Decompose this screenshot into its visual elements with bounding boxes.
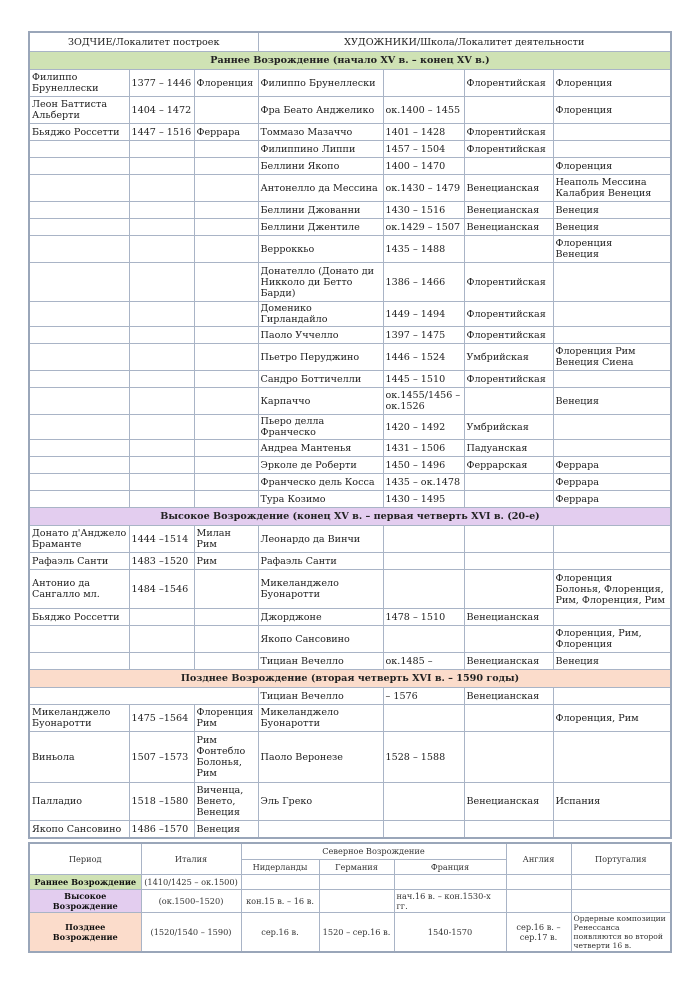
architect-location bbox=[194, 457, 258, 474]
architect-years bbox=[129, 371, 194, 388]
architect-name: Филиппо Брунеллески bbox=[29, 70, 129, 97]
artist-years bbox=[383, 70, 464, 97]
artist-years bbox=[383, 783, 464, 821]
artist-years: ок.1429 – 1507 bbox=[383, 219, 464, 236]
artist-location: Флоренция, Рим, Флоренция bbox=[553, 626, 671, 653]
architect-years bbox=[129, 388, 194, 415]
architect-location: Милан Рим bbox=[194, 526, 258, 553]
section-title: Позднее Возрождение (вторая четверть XVI в. – 1590 годы) bbox=[29, 670, 671, 688]
artist-years: ок.1400 – 1455 bbox=[383, 97, 464, 124]
architect-name bbox=[29, 263, 129, 302]
artist-years: 1449 – 1494 bbox=[383, 302, 464, 327]
table-row bbox=[29, 302, 671, 327]
artist-school bbox=[464, 388, 553, 415]
england-cell bbox=[506, 889, 571, 912]
artist-name: Пьеро делла Франческо bbox=[258, 415, 383, 440]
artist-name: Эрколе де Роберти bbox=[258, 457, 383, 474]
architect-years bbox=[129, 491, 194, 508]
artist-location: Флоренция bbox=[553, 158, 671, 175]
portugal-cell bbox=[571, 874, 671, 889]
architect-years bbox=[129, 327, 194, 344]
architect-years bbox=[129, 653, 194, 670]
germany-header: Германия bbox=[319, 859, 394, 874]
architect-location: Флоренция bbox=[194, 70, 258, 97]
architect-location bbox=[194, 219, 258, 236]
artist-location bbox=[553, 124, 671, 141]
architect-location bbox=[194, 609, 258, 626]
renaissance-masters-table bbox=[28, 31, 672, 839]
artist-name: Леонардо да Винчи bbox=[258, 526, 383, 553]
architect-years bbox=[129, 219, 194, 236]
artist-school: Венецианская bbox=[464, 219, 553, 236]
artist-school: Венецианская bbox=[464, 175, 553, 202]
merged-empty-cell bbox=[29, 688, 258, 705]
architect-years bbox=[129, 263, 194, 302]
artist-name bbox=[258, 821, 383, 839]
artist-location bbox=[553, 440, 671, 457]
architect-name bbox=[29, 219, 129, 236]
artist-name: Антонелло да Мессина bbox=[258, 175, 383, 202]
artist-name: Тициан Вечелло bbox=[258, 688, 383, 705]
architect-location bbox=[194, 440, 258, 457]
section-band-late bbox=[29, 670, 671, 688]
architect-years bbox=[129, 302, 194, 327]
artists-column-header: ХУДОЖНИКИ/Школа/Локалитет деятельности bbox=[258, 32, 671, 52]
artist-name: Сандро Боттичелли bbox=[258, 371, 383, 388]
architect-name bbox=[29, 175, 129, 202]
table-row bbox=[29, 705, 671, 732]
artist-years: 1430 – 1495 bbox=[383, 491, 464, 508]
table-row bbox=[29, 626, 671, 653]
artist-location: Флоренция bbox=[553, 97, 671, 124]
artist-school bbox=[464, 821, 553, 839]
artist-location: Неаполь Мессина Калабрия Венеция bbox=[553, 175, 671, 202]
architect-name bbox=[29, 388, 129, 415]
architect-location: Венеция bbox=[194, 821, 258, 839]
artist-school bbox=[464, 705, 553, 732]
artist-location: Флоренция Венеция bbox=[553, 236, 671, 263]
artist-school: Флорентийская bbox=[464, 371, 553, 388]
architect-years: 1483 –1520 bbox=[129, 553, 194, 570]
france-cell: 1540-1570 bbox=[394, 912, 506, 952]
artist-years: 1450 – 1496 bbox=[383, 457, 464, 474]
period-header: Период bbox=[29, 843, 141, 874]
architect-name bbox=[29, 202, 129, 219]
artist-school bbox=[464, 158, 553, 175]
table-row bbox=[29, 491, 671, 508]
artist-location: Флоренция Рим Венеция Сиена bbox=[553, 344, 671, 371]
table-row bbox=[29, 263, 671, 302]
architect-location: Рим Фонтебло Болонья, Рим bbox=[194, 732, 258, 783]
artist-location bbox=[553, 327, 671, 344]
architect-location bbox=[194, 474, 258, 491]
table-row bbox=[29, 202, 671, 219]
architect-name bbox=[29, 344, 129, 371]
artist-location: Флоренция bbox=[553, 70, 671, 97]
table-row bbox=[29, 457, 671, 474]
table-row bbox=[29, 732, 671, 783]
artist-name: Эль Греко bbox=[258, 783, 383, 821]
architect-years: 1486 –1570 bbox=[129, 821, 194, 839]
portugal-header: Португалия bbox=[571, 843, 671, 874]
summary-row-early bbox=[29, 874, 671, 889]
artist-location: Феррара bbox=[553, 491, 671, 508]
artist-school bbox=[464, 526, 553, 553]
architect-name bbox=[29, 327, 129, 344]
architect-location: Флоренция Рим bbox=[194, 705, 258, 732]
artist-years bbox=[383, 626, 464, 653]
artist-school bbox=[464, 570, 553, 609]
artist-school: Флорентийская bbox=[464, 327, 553, 344]
architect-years: 1447 – 1516 bbox=[129, 124, 194, 141]
architect-name bbox=[29, 626, 129, 653]
portugal-cell: Ордерные композиции Ренессанса появляются во второй четверти 16 в. bbox=[571, 912, 671, 952]
artist-name: Франческо дель Косса bbox=[258, 474, 383, 491]
table-header-row bbox=[29, 32, 671, 52]
architect-location bbox=[194, 97, 258, 124]
artist-years: ок.1430 – 1479 bbox=[383, 175, 464, 202]
artist-location: Флоренция Болонья, Флоренция, Рим, Флоренция, Рим bbox=[553, 570, 671, 609]
section-band-high bbox=[29, 508, 671, 526]
artist-name: Фра Беато Анджелико bbox=[258, 97, 383, 124]
artist-school: Флорентийская bbox=[464, 141, 553, 158]
artist-name: Паоло Уччелло bbox=[258, 327, 383, 344]
section-band-early bbox=[29, 52, 671, 70]
artist-name: Андреа Мантенья bbox=[258, 440, 383, 457]
architect-location: Феррара bbox=[194, 124, 258, 141]
architect-years: 1518 –1580 bbox=[129, 783, 194, 821]
architect-name: Бьяджо Россетти bbox=[29, 609, 129, 626]
architect-years bbox=[129, 440, 194, 457]
table-row bbox=[29, 219, 671, 236]
architect-name: Бьяджо Россетти bbox=[29, 124, 129, 141]
artist-years: 1435 – ок.1478 bbox=[383, 474, 464, 491]
artist-school bbox=[464, 474, 553, 491]
artist-name: Микеланджело Буонаротти bbox=[258, 705, 383, 732]
artist-school: Флорентийская bbox=[464, 124, 553, 141]
artist-years: 1431 – 1506 bbox=[383, 440, 464, 457]
england-header: Англия bbox=[506, 843, 571, 874]
artist-school bbox=[464, 553, 553, 570]
architect-name bbox=[29, 158, 129, 175]
artist-name: Паоло Веронезе bbox=[258, 732, 383, 783]
artist-school: Падуанская bbox=[464, 440, 553, 457]
artist-location bbox=[553, 688, 671, 705]
table-row bbox=[29, 371, 671, 388]
architect-location bbox=[194, 653, 258, 670]
italy-header: Италия bbox=[141, 843, 241, 874]
artist-years: 1430 – 1516 bbox=[383, 202, 464, 219]
architect-location bbox=[194, 263, 258, 302]
artist-location bbox=[553, 371, 671, 388]
table-row bbox=[29, 821, 671, 839]
architect-name bbox=[29, 474, 129, 491]
artist-name: Томмазо Мазаччо bbox=[258, 124, 383, 141]
table-row bbox=[29, 141, 671, 158]
artist-school: Венецианская bbox=[464, 653, 553, 670]
italy-cell: (ок.1500–1520) bbox=[141, 889, 241, 912]
periodization-summary-table bbox=[28, 842, 672, 953]
architect-years bbox=[129, 474, 194, 491]
netherlands-cell: кон.15 в. – 16 в. bbox=[241, 889, 319, 912]
section-title: Раннее Возрождение (начало XV в. – конец XV в.) bbox=[29, 52, 671, 70]
architect-years: 1507 –1573 bbox=[129, 732, 194, 783]
germany-cell bbox=[319, 874, 394, 889]
artist-name: Филиппо Брунеллески bbox=[258, 70, 383, 97]
artist-name: Пьетро Перуджино bbox=[258, 344, 383, 371]
architect-location bbox=[194, 415, 258, 440]
architect-name: Якопо Сансовино bbox=[29, 821, 129, 839]
table-row bbox=[29, 570, 671, 609]
artist-location: Венеция bbox=[553, 202, 671, 219]
artist-name: Рафаэль Санти bbox=[258, 553, 383, 570]
architect-location bbox=[194, 236, 258, 263]
architect-years bbox=[129, 415, 194, 440]
architects-column-header: ЗОДЧИЕ/Локалитет построек bbox=[29, 32, 258, 52]
architect-name bbox=[29, 302, 129, 327]
period-label: Позднее Возрождение bbox=[29, 912, 141, 952]
architect-location bbox=[194, 344, 258, 371]
artist-years: 1386 – 1466 bbox=[383, 263, 464, 302]
table-row bbox=[29, 124, 671, 141]
architect-years: 1475 –1564 bbox=[129, 705, 194, 732]
england-cell: сер.16 в. – сер.17 в. bbox=[506, 912, 571, 952]
artist-name: Тициан Вечелло bbox=[258, 653, 383, 670]
architect-name: Микеланджело Буонаротти bbox=[29, 705, 129, 732]
artist-school bbox=[464, 236, 553, 263]
artist-location bbox=[553, 415, 671, 440]
architect-location bbox=[194, 175, 258, 202]
table-row bbox=[29, 440, 671, 457]
summary-row-late bbox=[29, 912, 671, 952]
portugal-cell bbox=[571, 889, 671, 912]
artist-location: Флоренция, Рим bbox=[553, 705, 671, 732]
architect-years bbox=[129, 626, 194, 653]
summary-header-row bbox=[29, 843, 671, 859]
artist-years: 1445 – 1510 bbox=[383, 371, 464, 388]
architect-years: 1377 – 1446 bbox=[129, 70, 194, 97]
artist-location: Испания bbox=[553, 783, 671, 821]
artist-years: 1401 – 1428 bbox=[383, 124, 464, 141]
north-renaissance-header: Северное Возрождение bbox=[241, 843, 506, 859]
artist-location bbox=[553, 553, 671, 570]
table-row bbox=[29, 344, 671, 371]
artist-school bbox=[464, 732, 553, 783]
architect-years bbox=[129, 158, 194, 175]
architect-name: Виньола bbox=[29, 732, 129, 783]
artist-school: Венецианская bbox=[464, 783, 553, 821]
artist-location: Венеция bbox=[553, 388, 671, 415]
artist-school: Венецианская bbox=[464, 609, 553, 626]
architect-years: 1404 – 1472 bbox=[129, 97, 194, 124]
artist-school bbox=[464, 97, 553, 124]
architect-location bbox=[194, 158, 258, 175]
architect-years bbox=[129, 202, 194, 219]
artist-years: 1457 – 1504 bbox=[383, 141, 464, 158]
artist-location bbox=[553, 526, 671, 553]
architect-name bbox=[29, 415, 129, 440]
artist-name: Беллини Джентиле bbox=[258, 219, 383, 236]
architect-name: Рафаэль Санти bbox=[29, 553, 129, 570]
architect-name bbox=[29, 440, 129, 457]
architect-years bbox=[129, 457, 194, 474]
table-row bbox=[29, 175, 671, 202]
artist-years: 1420 – 1492 bbox=[383, 415, 464, 440]
table-row bbox=[29, 97, 671, 124]
artist-name: Тура Козимо bbox=[258, 491, 383, 508]
artist-school bbox=[464, 626, 553, 653]
table-row bbox=[29, 388, 671, 415]
architect-location bbox=[194, 202, 258, 219]
artist-name: Беллини Якопо bbox=[258, 158, 383, 175]
france-header: Франция bbox=[394, 859, 506, 874]
architect-name: Леон Баттиста Альберти bbox=[29, 97, 129, 124]
germany-cell: 1520 – сер.16 в. bbox=[319, 912, 394, 952]
table-row bbox=[29, 783, 671, 821]
architect-years: 1444 –1514 bbox=[129, 526, 194, 553]
artist-years bbox=[383, 570, 464, 609]
artist-school: Венецианская bbox=[464, 688, 553, 705]
table-row bbox=[29, 609, 671, 626]
artist-location bbox=[553, 263, 671, 302]
artist-school: Флорентийская bbox=[464, 302, 553, 327]
artist-years bbox=[383, 553, 464, 570]
table-row bbox=[29, 653, 671, 670]
architect-years bbox=[129, 344, 194, 371]
italy-cell: (1410/1425 – ок.1500) bbox=[141, 874, 241, 889]
architect-years bbox=[129, 609, 194, 626]
table-row bbox=[29, 236, 671, 263]
artist-location: Феррара bbox=[553, 474, 671, 491]
italy-cell: (1520/1540 – 1590) bbox=[141, 912, 241, 952]
table-row bbox=[29, 553, 671, 570]
artist-school: Флорентийская bbox=[464, 263, 553, 302]
artist-location bbox=[553, 821, 671, 839]
artist-location: Венеция bbox=[553, 653, 671, 670]
architect-name: Донато д'Анджело Браманте bbox=[29, 526, 129, 553]
artist-name: Беллини Джованни bbox=[258, 202, 383, 219]
architect-location bbox=[194, 570, 258, 609]
artist-years: 1397 – 1475 bbox=[383, 327, 464, 344]
artist-name: Доменико Гирландайло bbox=[258, 302, 383, 327]
architect-name bbox=[29, 371, 129, 388]
architect-location bbox=[194, 141, 258, 158]
period-label: Раннее Возрождение bbox=[29, 874, 141, 889]
netherlands-header: Нидерланды bbox=[241, 859, 319, 874]
table-row bbox=[29, 327, 671, 344]
artist-school: Умбрийская bbox=[464, 344, 553, 371]
architect-location bbox=[194, 491, 258, 508]
artist-years: ок.1455/1456 – ок.1526 bbox=[383, 388, 464, 415]
artist-years: 1435 – 1488 bbox=[383, 236, 464, 263]
architect-location: Виченца, Венето, Венеция bbox=[194, 783, 258, 821]
architect-name bbox=[29, 236, 129, 263]
table-row bbox=[29, 415, 671, 440]
period-label: Высокое Возрождение bbox=[29, 889, 141, 912]
france-cell: нач.16 в. – кон.1530-х гг. bbox=[394, 889, 506, 912]
artist-name: Верроккьо bbox=[258, 236, 383, 263]
architect-location bbox=[194, 388, 258, 415]
artist-school: Умбрийская bbox=[464, 415, 553, 440]
artist-location bbox=[553, 609, 671, 626]
france-cell bbox=[394, 874, 506, 889]
artist-name: Карпаччо bbox=[258, 388, 383, 415]
artist-name: Филиппино Липпи bbox=[258, 141, 383, 158]
architect-years bbox=[129, 236, 194, 263]
artist-name: Якопо Сансовино bbox=[258, 626, 383, 653]
artist-name: Микеланджело Буонаротти bbox=[258, 570, 383, 609]
table-row bbox=[29, 474, 671, 491]
netherlands-cell: сер.16 в. bbox=[241, 912, 319, 952]
architect-location bbox=[194, 302, 258, 327]
architect-name bbox=[29, 457, 129, 474]
table-row bbox=[29, 70, 671, 97]
artist-years bbox=[383, 526, 464, 553]
artist-years: – 1576 bbox=[383, 688, 464, 705]
england-cell bbox=[506, 874, 571, 889]
table-row bbox=[29, 688, 671, 705]
artist-years: 1528 – 1588 bbox=[383, 732, 464, 783]
architect-years: 1484 –1546 bbox=[129, 570, 194, 609]
artist-location bbox=[553, 302, 671, 327]
artist-years bbox=[383, 705, 464, 732]
architect-name: Палладио bbox=[29, 783, 129, 821]
artist-years: 1400 – 1470 bbox=[383, 158, 464, 175]
artist-school: Венецианская bbox=[464, 202, 553, 219]
netherlands-cell bbox=[241, 874, 319, 889]
architect-location: Рим bbox=[194, 553, 258, 570]
architect-years bbox=[129, 141, 194, 158]
architect-location bbox=[194, 371, 258, 388]
artist-years: ок.1485 – bbox=[383, 653, 464, 670]
artist-location bbox=[553, 141, 671, 158]
architect-name bbox=[29, 653, 129, 670]
architect-years bbox=[129, 175, 194, 202]
artist-name: Донателло (Донато ди Никколо ди Бетто Барди) bbox=[258, 263, 383, 302]
artist-name: Джорджоне bbox=[258, 609, 383, 626]
artist-years: 1446 – 1524 bbox=[383, 344, 464, 371]
artist-location: Феррара bbox=[553, 457, 671, 474]
table-row bbox=[29, 526, 671, 553]
table-row bbox=[29, 158, 671, 175]
artist-location bbox=[553, 732, 671, 783]
architect-location bbox=[194, 327, 258, 344]
summary-row-high bbox=[29, 889, 671, 912]
section-title: Высокое Возрождение (конец XV в. – первая четверть XVI в. (20-е) bbox=[29, 508, 671, 526]
architect-name: Антонио да Сангалло мл. bbox=[29, 570, 129, 609]
artist-years bbox=[383, 821, 464, 839]
architect-name bbox=[29, 491, 129, 508]
artist-school bbox=[464, 491, 553, 508]
germany-cell bbox=[319, 889, 394, 912]
artist-location: Венеция bbox=[553, 219, 671, 236]
architect-name bbox=[29, 141, 129, 158]
artist-school: Феррарская bbox=[464, 457, 553, 474]
artist-school: Флорентийская bbox=[464, 70, 553, 97]
architect-location bbox=[194, 626, 258, 653]
artist-years: 1478 – 1510 bbox=[383, 609, 464, 626]
